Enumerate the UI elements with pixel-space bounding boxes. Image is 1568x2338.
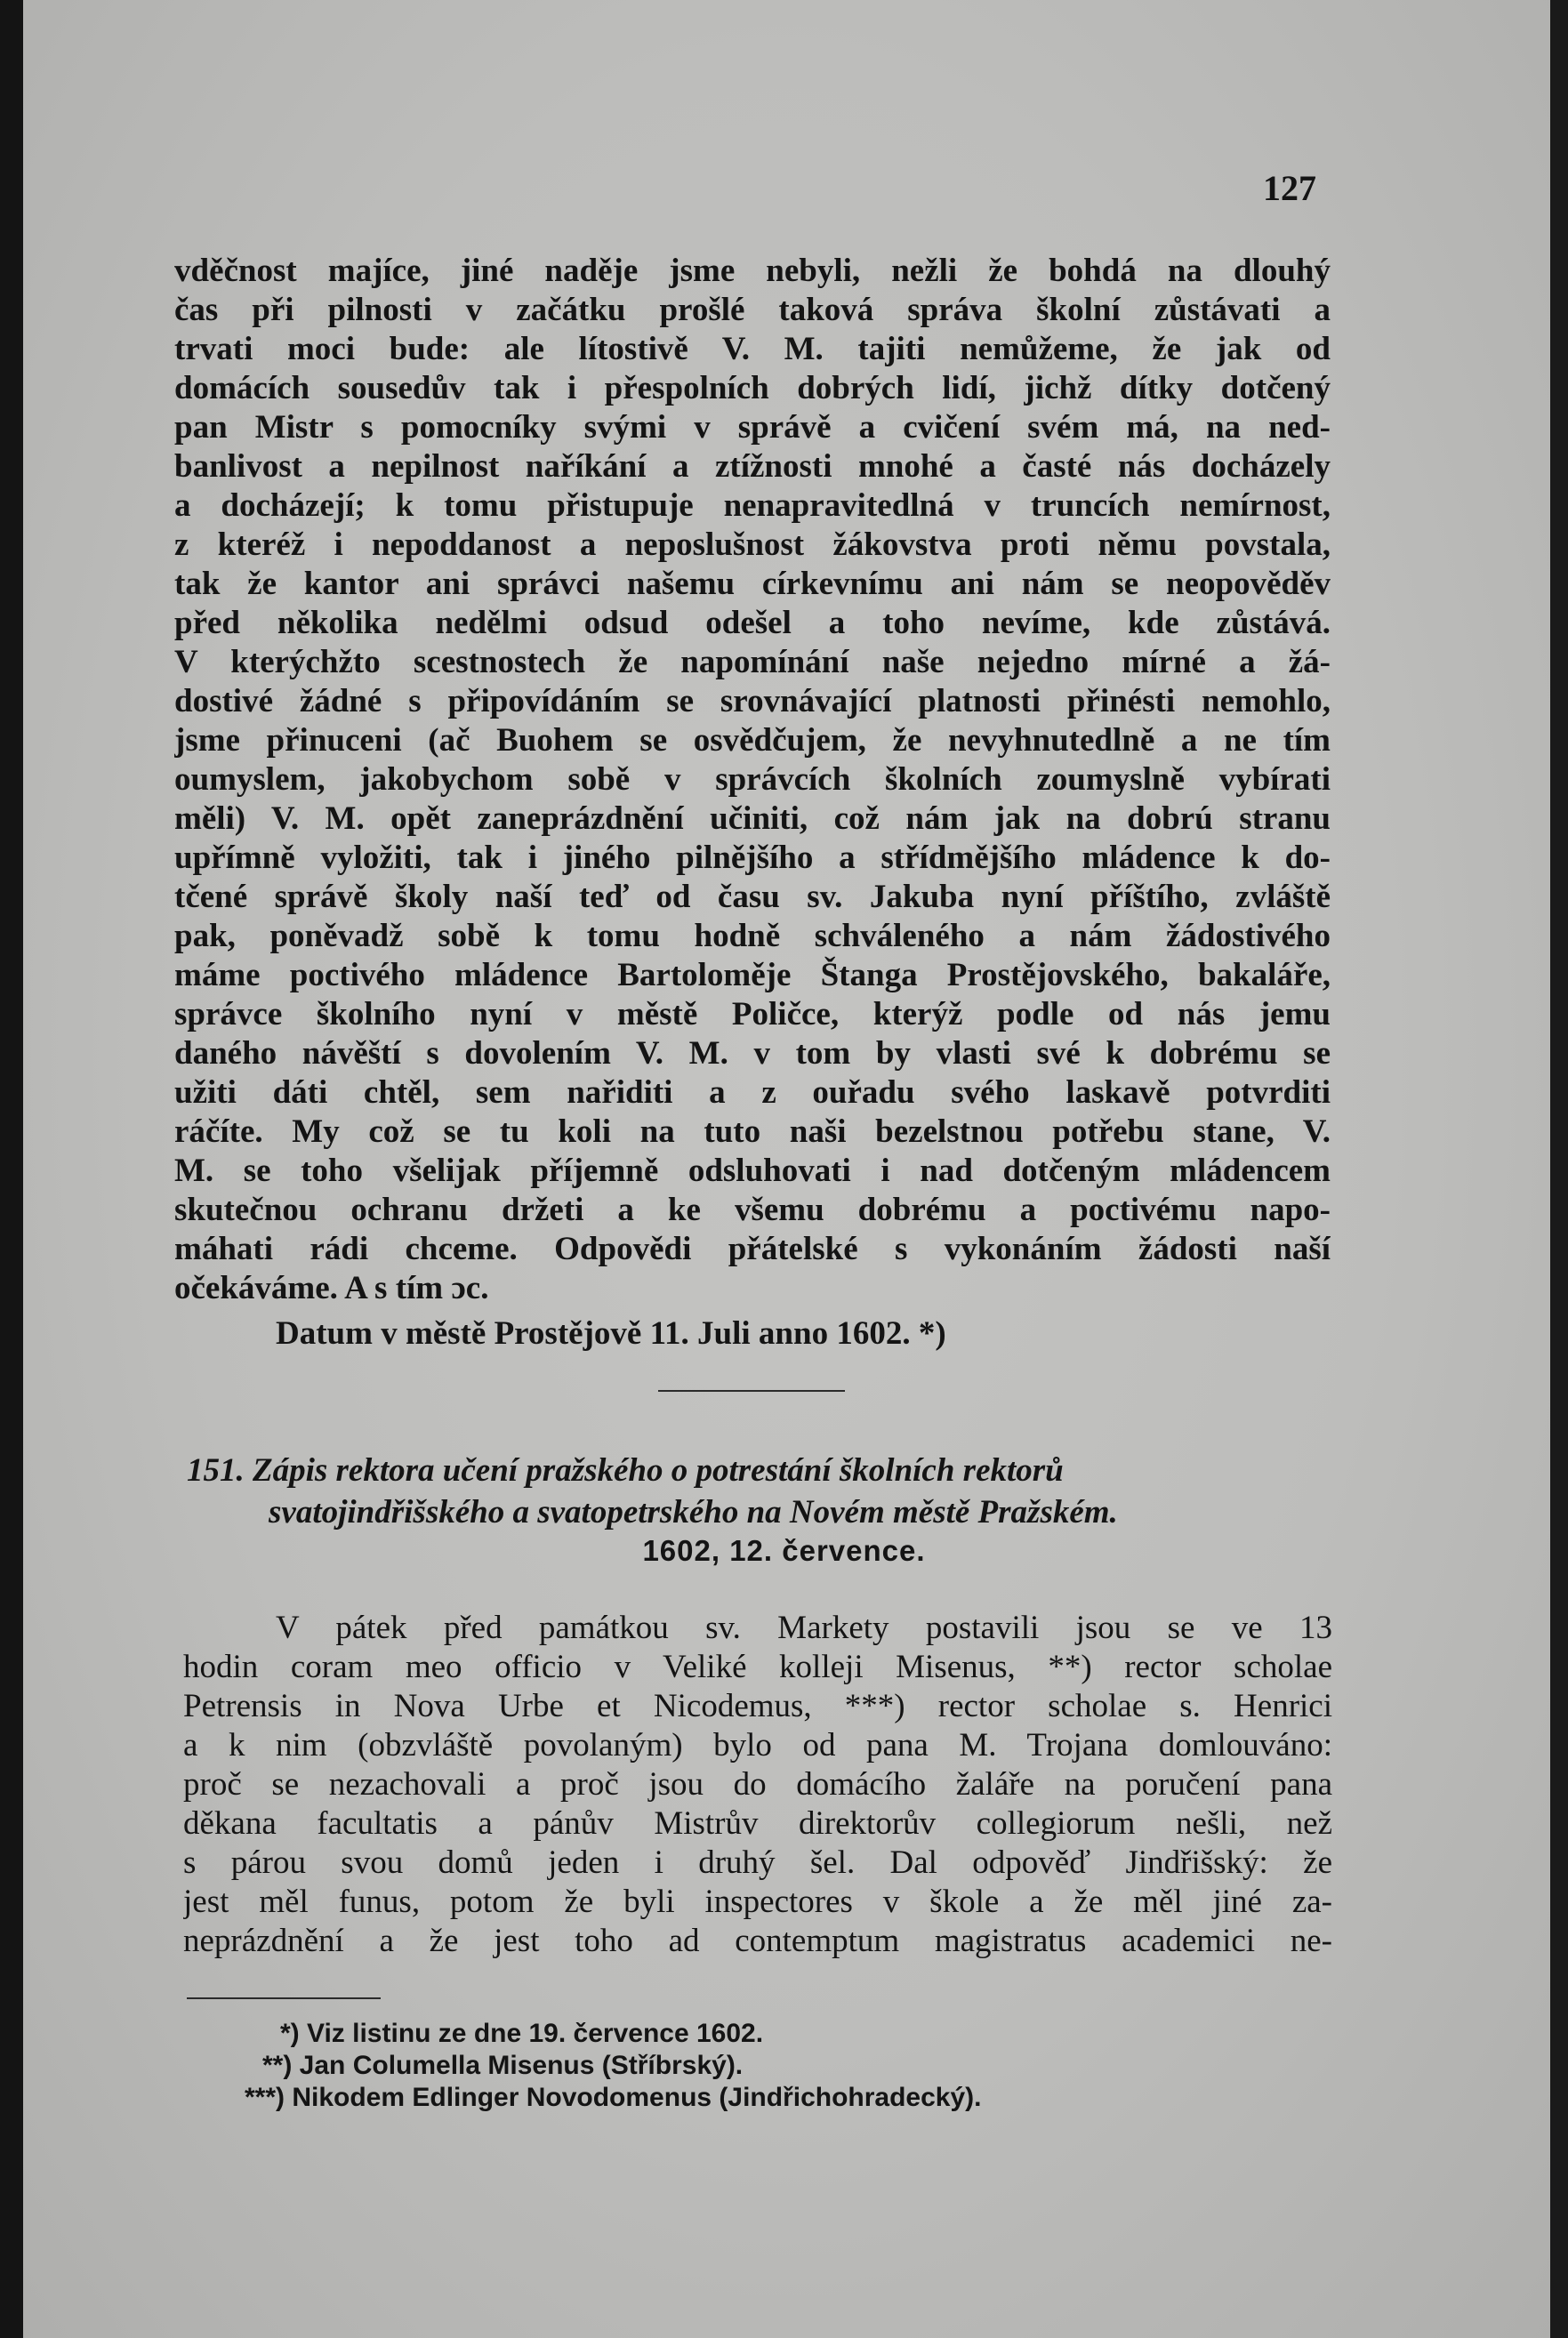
text-line: jest měl funus, potom že byli inspectores v škole a že měl jiné za- (183, 1884, 1332, 1920)
text-line: jsme přinuceni (ač Buohem se osvědčujem, že nevyhnutedlně a ne tím (174, 722, 1331, 759)
section-date: 1602, 12. července. (642, 1534, 926, 1567)
text-line: máhati rádi chceme. Odpovědi přátelské s vykonáním žádosti naší (174, 1231, 1331, 1267)
section-number: 151. (187, 1452, 245, 1489)
text-line: měli) V. M. opět zaneprázdnění učiniti, což nám jak na dobrú stranu (174, 800, 1331, 837)
text-line: trvati moci bude: ale lítostivě V. M. tajiti nemůžeme, že jak od (174, 331, 1331, 367)
scan-border-left (0, 0, 23, 2338)
text-line: z kteréž i nepoddanost a neposlušnost žákovstva proti němu povstala, (174, 526, 1331, 563)
section-heading (187, 1450, 1334, 1533)
text-line: neprázdnění a že jest toho ad contemptum magistratus academici ne- (183, 1923, 1332, 1959)
footnote-3: ***) Nikodem Edlinger Novodomenus (Jindřichohradecký). (245, 2083, 982, 2112)
text-line: V pátek před památkou sv. Markety postavili jsou se ve 13 (276, 1610, 1332, 1646)
heading-line-1 (187, 1450, 1334, 1491)
scan-border-right (1550, 0, 1568, 2338)
footnote-1: *) Viz listinu ze dne 19. července 1602. (280, 2019, 764, 2048)
text-line: M. se toho všelijak příjemně odsluhovati i nad dotčeným mládencem (174, 1153, 1331, 1189)
text-line: ráčíte. My což se tu koli na tuto naši bezelstnou potřebu stane, V. (174, 1113, 1331, 1150)
text-line: správce školního nyní v městě Poličce, kterýž podle od nás jemu (174, 996, 1331, 1032)
footnote-2: **) Jan Columella Misenus (Stříbrský). (262, 2051, 744, 2080)
text-line: děkana facultatis a pánův Mistrův direktorův collegiorum nešli, než (183, 1805, 1332, 1842)
section-divider (658, 1390, 845, 1392)
text-line: před několika nedělmi odsud odešel a toho nevíme, kde zůstává. (174, 605, 1331, 641)
text-line: tčené správě školy naší teď od času sv. Jakuba nyní příštího, zvláště (174, 879, 1331, 915)
text-line: upřímně vyložiti, tak i jiného pilnějšího a střídmějšího mládence k do- (174, 840, 1331, 876)
text-line: skutečnou ochranu držeti a ke všemu dobrému a poctivému napo- (174, 1192, 1331, 1228)
text-line: a k nim (obzvláště povolaným) bylo od pana M. Trojana domlouváno: (183, 1727, 1332, 1764)
text-line: užiti dáti chtěl, sem nařiditi a z ouřadu svého laskavě potvrditi (174, 1074, 1331, 1111)
text-line: pan Mistr s pomocníky svými v správě a cvičení svém má, na ned- (174, 409, 1331, 446)
text-line: banlivost a nepilnost naříkání a ztížnosti mnohé a časté nás docházely (174, 448, 1331, 485)
text-line: proč se nezachovali a proč jsou do domácího žaláře na poručení pana (183, 1766, 1332, 1803)
text-line: pak, poněvadž sobě k tomu hodně schváleného a nám žádostivého (174, 918, 1331, 954)
text-line: dostivé žádné s připovídáním se srovnávající platnosti přinésti nemohlo, (174, 683, 1331, 719)
footnote-rule (187, 1997, 381, 1999)
heading-title-1: Zápis rektora učení pražského o potrestání školních rektorů (253, 1452, 1064, 1489)
text-line: oumyslem, jakobychom sobě v správcích školních zoumyslně vybírati (174, 761, 1331, 798)
text-line: V kterýchžto scestnostech že napomínání naše nejedno mírné a žá- (174, 644, 1331, 680)
page-number: 127 (1263, 168, 1316, 208)
text-line: a docházejí; k tomu přistupuje nenapravitedlná v truncích nemírnost, (174, 487, 1331, 524)
heading-title-2: svatojindřišského a svatopetrského na Novém městě Pražském. (269, 1494, 1118, 1531)
text-line: daného návěští s dovolením V. M. v tom by vlasti své k dobrému se (174, 1035, 1331, 1072)
text-line: Petrensis in Nova Urbe et Nicodemus, ***) rector scholae s. Henrici (183, 1688, 1332, 1724)
text-line: čas při pilnosti v začátku prošlé taková správa školní zůstávati a (174, 292, 1331, 328)
text-line: s párou svou domů jeden i druhý šel. Dal odpověď Jindřišský: že (183, 1844, 1332, 1881)
text-line: domácích sousedův tak i přespolních dobrých lidí, jichž dítky dotčený (174, 370, 1331, 406)
dated-line: Datum v městě Prostějově 11. Juli anno 1602. *) (276, 1315, 946, 1352)
text-line: máme poctivého mládence Bartoloměje Štanga Prostějovského, bakaláře, (174, 957, 1331, 993)
text-line: hodin coram meo officio v Veliké kolleji Misenus, **) rector scholae (183, 1649, 1332, 1685)
text-line: očekáváme. A s tím ɔc. (174, 1270, 489, 1306)
text-line: tak že kantor ani správci našemu církevnímu ani nám se neopověděv (174, 566, 1331, 602)
text-line: vděčnost majíce, jiné naděje jsme nebyli, nežli že bohdá na dlouhý (174, 253, 1331, 289)
